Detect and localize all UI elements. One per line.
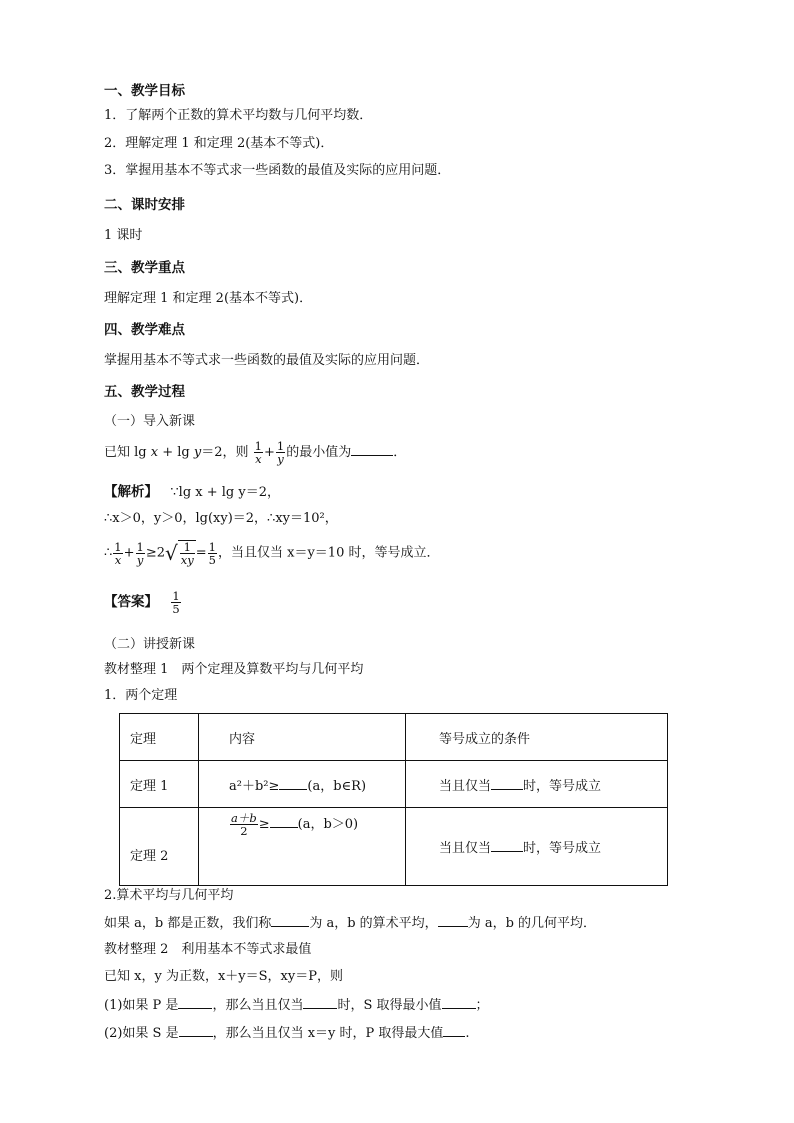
question-mid2: ＝2，则 bbox=[201, 445, 249, 460]
key-points-text: 理解定理 1 和定理 2(基本不等式)． bbox=[104, 291, 313, 306]
question-prefix: 已知 lg bbox=[104, 445, 151, 460]
sqrt-expression: √ $\frac{1}{xy}$ bbox=[165, 540, 194, 567]
analysis-line-2: ∴x＞0，y＞0，lg(xy)＝2，∴xy＝10²， bbox=[104, 511, 338, 526]
difficulties-text: 掌握用基本不等式求一些函数的最值及实际的应用问题． bbox=[104, 353, 430, 368]
answer-blank bbox=[351, 443, 393, 456]
analysis-line-3: ∴ $\frac{1}{x}$ + $\frac{1}{y}$ ≥2√ $\frac{1}{xy}$ = $\frac{1}{5}$ ，当且仅当 x＝y＝10 时，等号成立． bbox=[104, 539, 440, 567]
case-2: (2)如果 S 是 ，那么当且仅当 x＝y 时，P 取得最大值 . bbox=[104, 1026, 470, 1041]
theorem-1-condition: 当且仅当 时，等号成立 bbox=[406, 761, 668, 808]
material-1-title: 教材整理 1 两个定理及算数平均与几何平均 bbox=[104, 662, 364, 677]
given-statement: 已知 x，y 为正数，x＋y＝S，xy＝P，则 bbox=[104, 969, 343, 984]
intro-question: 已知 lg x + lg y＝2，则 $\frac{1}{x}$ + $\frac{1}{y}$ 的最小值为 ． bbox=[104, 439, 407, 466]
schedule-text: 1 课时 bbox=[104, 228, 143, 243]
table-header-condition: 等号成立的条件 bbox=[406, 714, 668, 761]
answer-line bbox=[104, 590, 182, 615]
heading-difficulties: 四、教学难点 bbox=[104, 322, 185, 338]
subsection-means: 2.算术平均与几何平均 bbox=[104, 888, 234, 903]
analysis-label: 【解析】 bbox=[104, 484, 158, 500]
case-1: (1)如果 P 是 ，那么当且仅当 时，S 取得最小值 ； bbox=[104, 998, 489, 1013]
heading-goals: 一、教学目标 bbox=[104, 83, 185, 99]
table-row bbox=[120, 761, 668, 808]
theorem-2-condition: 当且仅当 时，等号成立 bbox=[406, 808, 668, 886]
theorem-2-content: $\frac{a+b}{2}$ ≥ (a，b＞0) bbox=[199, 808, 406, 886]
theorem-table bbox=[119, 713, 668, 886]
fraction-1-over-x: $\frac{1}{x}$ bbox=[254, 439, 262, 466]
heading-schedule: 二、课时安排 bbox=[104, 197, 185, 213]
table-header-content: 内容 bbox=[199, 714, 406, 761]
theorem-1-content: a²＋b²≥ (a，b∈R) bbox=[199, 761, 406, 808]
lecture-label: （二）讲授新课 bbox=[104, 637, 196, 652]
theorem-2-name: 定理 2 bbox=[120, 808, 199, 886]
question-mid1: + lg bbox=[158, 445, 194, 460]
subsection-two-theorems: 1．两个定理 bbox=[104, 688, 178, 703]
material-2-title: 教材整理 2 利用基本不等式求最值 bbox=[104, 942, 312, 957]
heading-process: 五、教学过程 bbox=[104, 384, 185, 400]
fraction-1-over-y: $\frac{1}{y}$ bbox=[276, 439, 285, 466]
table-row bbox=[120, 714, 668, 761]
answer-fraction: $\frac{1}{5}$ bbox=[172, 589, 180, 616]
analysis-line-1: 【解析】 ∵lg x + lg y＝2， bbox=[104, 484, 281, 500]
table-header-theorem: 定理 bbox=[120, 714, 199, 761]
question-suffix: 的最小值为 bbox=[286, 445, 352, 460]
heading-key-points: 三、教学重点 bbox=[104, 260, 185, 276]
goal-item-2: 2．理解定理 1 和定理 2(基本不等式)． bbox=[104, 136, 334, 151]
theorem-1-name: 定理 1 bbox=[120, 761, 199, 808]
answer-label: 【答案】 bbox=[104, 594, 158, 610]
means-definition: 如果 a，b 都是正数，我们称 为 a，b 的算术平均， 为 a，b 的几何平均． bbox=[104, 916, 597, 931]
table-row bbox=[120, 808, 668, 886]
goal-item-1: 1．了解两个正数的算术平均数与几何平均数． bbox=[104, 108, 373, 123]
intro-label: （一）导入新课 bbox=[104, 414, 196, 429]
goal-item-3: 3．掌握用基本不等式求一些函数的最值及实际的应用问题． bbox=[104, 163, 451, 178]
